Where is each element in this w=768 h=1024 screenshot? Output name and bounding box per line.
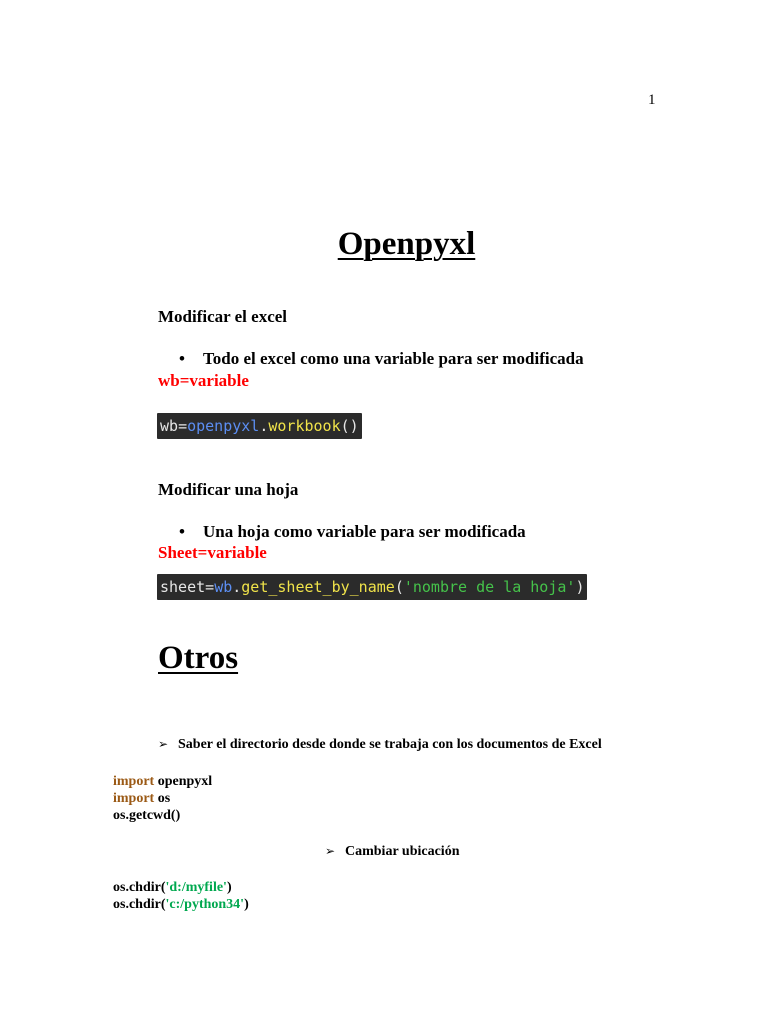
code-token: () xyxy=(340,417,359,435)
code-text: openpyxl xyxy=(154,774,213,789)
heading-modificar-hoja: Modificar una hoja xyxy=(158,480,299,499)
arrow-bullet-icon: ➢ xyxy=(325,844,336,858)
code-token: get_sheet_by_name xyxy=(241,578,395,596)
code-token: wb xyxy=(160,417,179,435)
code-line-import-os xyxy=(113,790,170,807)
code-text: os.chdir( xyxy=(113,897,166,912)
code-snippet-get-sheet xyxy=(157,574,587,600)
page-number: 1 xyxy=(648,92,656,108)
code-string: 'c:/python34' xyxy=(165,897,245,912)
red-label-wb: wb=variable xyxy=(158,371,249,390)
code-line-import-openpyxl xyxy=(113,773,212,790)
code-text: ) xyxy=(226,880,232,895)
arrow-bullet-icon: ➢ xyxy=(158,737,169,751)
code-token: = xyxy=(205,578,215,596)
section-title-otros: Otros xyxy=(158,640,239,676)
arrow-item-text: Cambiar ubicación xyxy=(345,844,460,859)
code-string: 'd:/myfile' xyxy=(165,880,227,895)
red-label-sheet: Sheet=variable xyxy=(158,543,267,562)
code-token: = xyxy=(178,417,188,435)
bullet-icon: • xyxy=(179,522,185,541)
code-keyword: import xyxy=(113,791,155,806)
code-token: . xyxy=(259,417,269,435)
code-token: ) xyxy=(575,578,585,596)
code-text: ) xyxy=(244,897,249,912)
heading-modificar-excel: Modificar el excel xyxy=(158,307,288,326)
code-token: . xyxy=(232,578,242,596)
code-line-chdir-d xyxy=(113,879,232,896)
code-token: wb xyxy=(214,578,233,596)
bullet-text: Todo el excel como una variable para ser modificada xyxy=(203,349,584,368)
code-text: os.chdir( xyxy=(113,880,166,895)
bullet-item-hoja xyxy=(180,522,526,542)
code-line-chdir-c xyxy=(113,896,249,913)
bullet-icon: • xyxy=(179,349,185,368)
code-line-getcwd: os.getcwd() xyxy=(113,808,181,823)
arrow-item-text: Saber el directorio desde donde se trabaja con los documentos de Excel xyxy=(178,737,602,752)
bullet-item-excel xyxy=(180,349,584,369)
code-keyword: import xyxy=(113,774,155,789)
code-snippet-workbook xyxy=(157,413,362,439)
code-token: sheet xyxy=(160,578,206,596)
code-token: workbook xyxy=(268,417,341,435)
bullet-text: Una hoja como variable para ser modificada xyxy=(203,522,526,541)
code-text: os xyxy=(154,791,171,806)
document-title: Openpyxl xyxy=(337,226,476,262)
arrow-item-cambiar xyxy=(325,844,459,860)
code-token: openpyxl xyxy=(187,417,260,435)
code-token: ( xyxy=(394,578,404,596)
code-token: 'nombre de la hoja' xyxy=(403,578,576,596)
arrow-item-directorio xyxy=(158,737,602,753)
